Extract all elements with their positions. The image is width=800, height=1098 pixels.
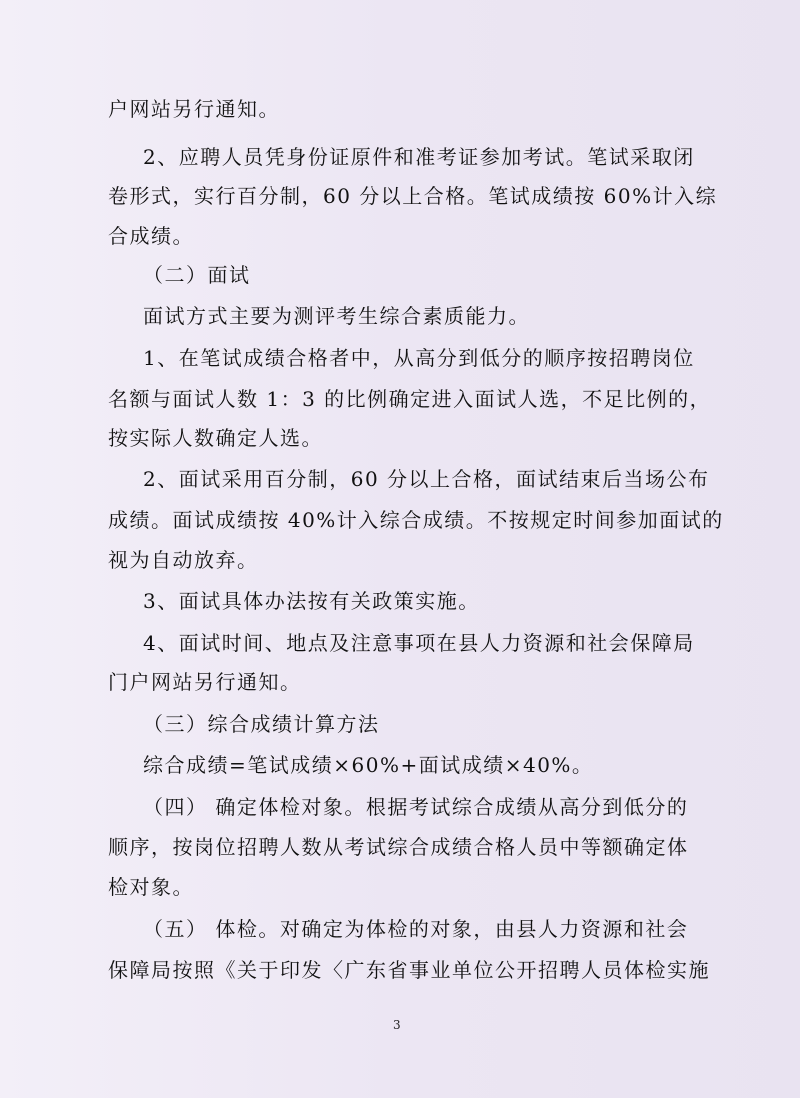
text-line: 顺序，按岗位招聘人数从考试综合成绩合格人员中等额确定体 — [108, 835, 689, 859]
section-heading: （二）面试 — [143, 263, 251, 287]
text-line: 合成绩。 — [108, 224, 194, 248]
page-number: 3 — [393, 1018, 401, 1032]
text-line: （五） 体检。对确定为体检的对象，由县人力资源和社会 — [143, 917, 689, 941]
text-line: 3、面试具体办法按有关政策实施。 — [143, 589, 480, 613]
text-line: 2、面试采用百分制，60 分以上合格，面试结束后当场公布 — [143, 467, 710, 491]
text-line: 名额与面试人数 1：3 的比例确定进入面试人选，不足比例的， — [108, 387, 712, 411]
text-line: 面试方式主要为测评考生综合素质能力。 — [143, 304, 530, 328]
text-line: 按实际人数确定人选。 — [108, 426, 323, 450]
bleed-through-text — [480, 96, 485, 116]
text-line: 1、在笔试成绩合格者中，从高分到低分的顺序按招聘岗位 — [143, 346, 695, 370]
formula-line: 综合成绩=笔试成绩×60%+面试成绩×40%。 — [143, 753, 594, 777]
text-line: 检对象。 — [108, 875, 194, 899]
text-line: （四） 确定体检对象。根据考试综合成绩从高分到低分的 — [143, 795, 689, 819]
text-line: 4、面试时间、地点及注意事项在县人力资源和社会保障局 — [143, 631, 695, 655]
text-line: 保障局按照《关于印发〈广东省事业单位公开招聘人员体检实施 — [108, 958, 710, 982]
text-line: 视为自动放弃。 — [108, 548, 259, 572]
section-heading: （三）综合成绩计算方法 — [143, 712, 380, 736]
text-line: 2、应聘人员凭身份证原件和准考证参加考试。笔试采取闭 — [143, 145, 695, 169]
text-line: 户网站另行通知。 — [108, 97, 280, 121]
text-line: 门户网站另行通知。 — [108, 670, 302, 694]
text-line: 成绩。面试成绩按 40%计入综合成绩。不按规定时间参加面试的 — [108, 508, 724, 532]
text-line: 卷形式，实行百分制，60 分以上合格。笔试成绩按 60%计入综 — [108, 184, 718, 208]
